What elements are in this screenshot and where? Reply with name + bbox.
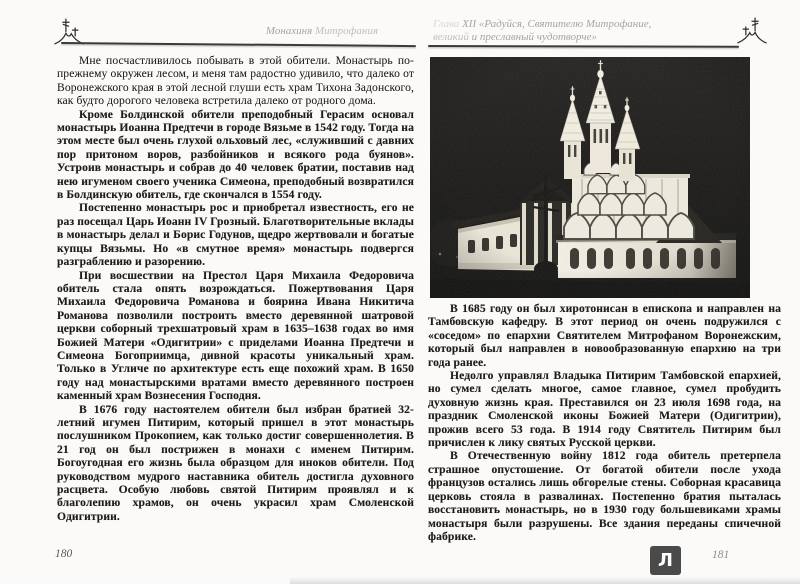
running-header-text: Монахиня: [265, 25, 313, 37]
chapter-title-word: великий: [433, 31, 469, 43]
right-page-text-column: [428, 302, 781, 543]
running-header-left: [60, 25, 378, 38]
chapter-title-line1: [433, 18, 733, 31]
running-header-right: [433, 18, 733, 44]
paragraph: Недолго управлял Владыка Питирим Тамбовской епархией, но сумел сделать многое, самое главное, сумел пробудить духовную жизнь края. Преставился он 23 июля 1698 года, на праздник Смоленской иконы Божией Матери (Одигитрии), прожив всего 53 года. В 1914 году Святитель Питирим был причислен к лику святых Русской церкви.: [428, 369, 781, 450]
paragraph: В Отечественную войну 1812 года обитель претерпела страшное опустошение. От богатой обители после ухода французов остались лишь обгорелые стены. Соборная красавица церковь стояла в развалинах. Постепенно братия пыталась восстановить монастырь, но в 1930 году большевиками храмы монастыря были разрушены. Все здания переданы спичечной фабрике.: [428, 449, 781, 543]
chapter-title-line2: [433, 31, 733, 44]
running-header-text: Митрофания: [315, 25, 378, 37]
chapter-title-text: и преславный чудотворче»: [471, 31, 598, 43]
paragraph: Кроме Болдинской обители преподобный Герасим основал монастырь Иоанна Предтечи в городе Вязьме в 1542 году. Тогда на этом месте был очень глухой ольховый лес, «служивший с давних пор притоном воров, разбойников и всякого рода буянов». Устроив монастырь и собрав до 40 человек братии, поставив над нею игуменом своего ученика Симеона, преподобный возвратился в Болдинскую обитель, где скончался в 1554 году.: [57, 107, 414, 202]
page-number-right: 181: [712, 549, 730, 561]
chapter-title-word: Глава: [433, 18, 460, 30]
header-rule-right: [428, 45, 739, 48]
watermark-letter: Л: [658, 549, 673, 571]
church-night-photo: [430, 57, 750, 298]
chapel-ornament-icon: [737, 14, 767, 47]
header-rule-left: [61, 42, 416, 47]
labirint-watermark-logo: [650, 546, 681, 575]
paragraph: В 1685 году он был хиротонисан в епископа и направлен на Тамбовскую кафедру. В этот период он очень подружился с «соседом» по епархии Святителем Митрофаном Воронежским, который был направлен в новообразованную епархию на три года ранее.: [428, 302, 781, 369]
paragraph: Постепенно монастырь рос и приобретал известность, его не раз посещал Царь Иоанн IV Грозный. Благотворительные вклады в монастырь делал и Борис Годунов, щедро жертвовали и богатые купцы Вязьмы. Но «в смутное время» монастырь подвергся разграблению и разорению.: [57, 201, 414, 269]
paragraph: В 1676 году настоятелем обители был избран братией 32-летний игумен Питирим, который пришел в этот монастырь послушником Прокопием, как только достиг совершеннолетия. В 21 год он был пострижен в монахи с именем Питирим. Богоугодная его жизнь была образцом для иноков обители. Под руководством мудрого наставника обитель достигла духовного расцвета. Особую любовь святой Питирим проявлял и к благолепию храмов, он очень украсил храм Смоленской Одигитрии.: [57, 402, 414, 523]
chapter-title-text: XII «Радуйся, Святителю Митрофание,: [462, 18, 652, 30]
paragraph: При восшествии на Престол Царя Михаила Федоровича обитель стала опять возрождаться. Пожертвования Царя Михаила Федоровича Романова и боярина Ивана Никитича Романова позволили построить вместо деревянной шатровой церкви соборный трехшатровый храм в 1635–1638 годах во имя Божией Матери «Одигитрии» с приделами Иоанна Предтечи и Симеона Богоприимца, дивной красоты уникальный храм. Только в Угличе по архитектуре есть еще похожий храм. В 1650 году над монастырскими вратами вместо деревянного построен каменный храм Вознесения Господня.: [57, 268, 414, 403]
paragraph: Мне посчастливилось побывать в этой обители. Монастырь по-прежнему окружен лесом, и меня там радостно удивило, что далеко от Воронежского края в этой лесной глуши есть храм Тихона Задонского, как будто дорогого человека встретила далеко от родного дома.: [57, 54, 414, 108]
page-number-left: 180: [55, 548, 73, 560]
page-edge-shadow: [290, 577, 800, 584]
church-illustration: [430, 57, 750, 298]
left-page-text-column: [57, 54, 414, 523]
